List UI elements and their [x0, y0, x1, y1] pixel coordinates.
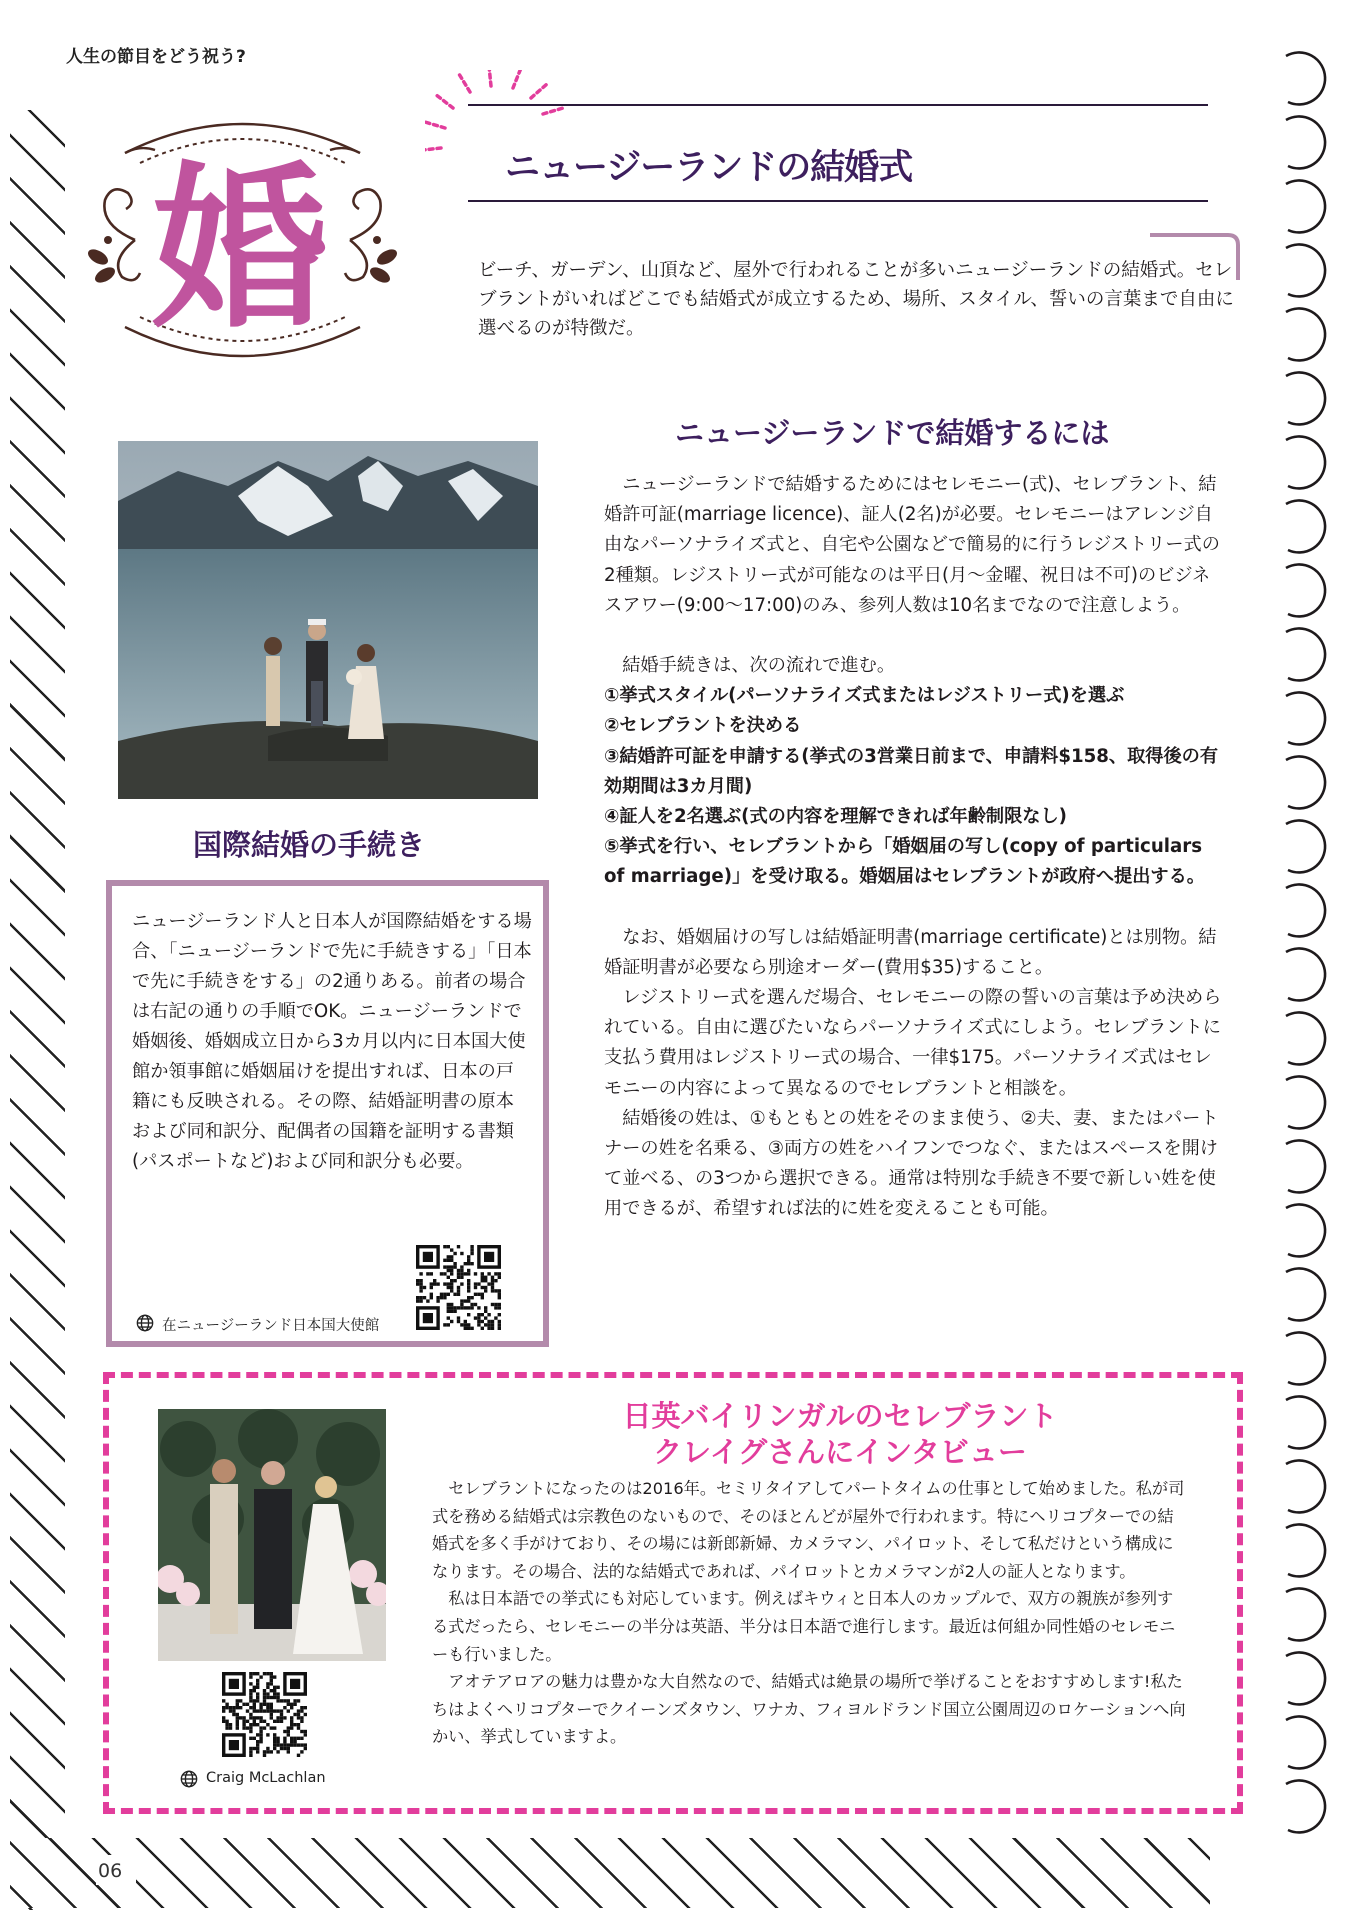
spiral-binding-decoration [1268, 50, 1338, 1850]
step-2: ②セレブラントを決める [604, 715, 802, 737]
how-to-marry-body [604, 470, 1224, 1225]
steps-intro: 結婚手続きは、次の流れで進む。 [622, 655, 896, 677]
interview-title [560, 1398, 1120, 1470]
celebrant-link[interactable]: Craig McLachlan [206, 1770, 326, 1786]
step-1: ①挙式スタイル(パーソナライズ式またはレジストリー式)を選ぶ [604, 685, 1125, 707]
how-to-marry-paragraph-1: ニュージーランドで結婚するためにはセレモニー(式)、セレブラント、結婚許可証(marriage licence)、証人(2名)が必要。セレモニーはアレンジ自由なパーソナライズ式と、自宅や公園などで簡易的に行うレジストリー式の2種類。レジストリー式が可能なのは平日(月〜金曜、祝日は不可)のビジネスアワー(9:00〜17:00)のみ、参列人数は10名までなので注意しよう。 [604, 474, 1220, 616]
celebrant-qr-code[interactable] [222, 1672, 307, 1757]
interview-paragraph-1: セレブラントになったのは2016年。セミリタイアしてパートタイムの仕事として始めました。私が司式を務める結婚式は宗教色のないもので、そのほとんどが屋外で行われます。特にヘリコプターでの結婚式を多く手がけており、その場には新郎新婦、カメラマン、パイロット、そして私だけという構成になります。その場合、法的な結婚式であれば、パイロットとカメラマンが2人の証人となります。 [432, 1479, 1185, 1581]
heading-how-to-marry: ニュージーランドで結婚するには [675, 416, 1110, 450]
title-rule-top [468, 104, 1208, 106]
how-to-marry-paragraph-2: なお、婚姻届けの写しは結婚証明書(marriage certificate)とは別物。結婚証明書が必要なら別途オーダー(費用$35)すること。 [604, 926, 1217, 978]
celebrant-wedding-photo [158, 1409, 386, 1661]
step-3: ③結婚許可証を申請する(挙式の3営業日前まで、申請料$158、取得後の有効期間は3カ月間) [604, 745, 1219, 797]
left-stripe-decoration [10, 110, 65, 1910]
interview-paragraph-3: アオテアロアの魅力は豊かな大自然なので、結婚式は絶景の場所で挙げることをおすすめします!私たちはよくヘリコプターでクイーンズタウン、ワナカ、フィヨルドランド国立公園周辺のロケーションへ向かい、挙式していますよ。 [432, 1672, 1186, 1747]
interview-body [432, 1475, 1187, 1751]
title-rule-bottom [468, 200, 1208, 202]
step-4: ④証人を2名選ぶ(式の内容を理解できれば年齢制限なし) [604, 806, 1067, 828]
section-label: 人生の節目をどう祝う? [66, 47, 246, 67]
globe-icon [180, 1770, 198, 1788]
interview-paragraph-2: 私は日本語での挙式にも対応しています。例えばキウィと日本人のカップルで、双方の親族が参列する式だったら、セレモニーの半分は英語、半分は日本語で進行します。最近は何組か同性婚のセレモニーも行いました。 [432, 1589, 1176, 1664]
heading-international-marriage: 国際結婚の手続き [193, 828, 426, 862]
page-number: 06 [98, 1860, 123, 1882]
main-title: ニュージーランドの結婚式 [505, 148, 913, 188]
interview-title-line-2: クレイグさんにインタビュー [653, 1435, 1027, 1469]
badge-kanji: 婚 [151, 147, 328, 352]
how-to-marry-paragraph-3: レジストリー式を選んだ場合、セレモニーの際の誓いの言葉は予め決められている。自由に選びたいならパーソナライズ式にしよう。セレブラントに支払う費用はレジストリー式の場合、一律$175。パーソナライズ式はセレモニーの内容によって異なるのでセレブラントと相談を。 [604, 987, 1222, 1099]
embassy-link[interactable]: 在ニュージーランド日本国大使館 [162, 1318, 380, 1334]
how-to-marry-paragraph-4: 結婚後の姓は、①もともとの姓をそのまま使う、②夫、妻、またはパートナーの姓を名乗る、③両方の姓をハイフンでつなぐ、またはスペースを開けて並べる、の3つから選択できる。通常は特別な手続き不要で新しい姓を使用できるが、希望すれば法的に姓を変えることも可能。 [604, 1107, 1219, 1220]
globe-icon [136, 1314, 154, 1332]
step-5: ⑤挙式を行い、セレブラントから「婚姻届の写し(copy of particulars of marriage)」を受け取る。婚姻届はセレブラントが政府へ提出する。 [604, 836, 1205, 888]
bottom-stripe-decoration [10, 1838, 1210, 1908]
intro-text: ビーチ、ガーデン、山頂など、屋外で行われることが多いニュージーランドの結婚式。セレブラントがいればどこでも結婚式が成立するため、場所、スタイル、誓いの言葉まで自由に選べるのが特徴だ。 [478, 260, 1234, 339]
embassy-qr-code[interactable] [416, 1245, 501, 1330]
lake-wedding-photo [118, 441, 538, 799]
interview-title-line-1: 日英バイリンガルのセレブラント [622, 1399, 1058, 1433]
international-marriage-text: ニュージーランド人と日本人が国際結婚をする場合、「ニュージーランドで先に手続きする」「日本で先に手続きをする」の2通りある。前者の場合は右記の通りの手順でOK。ニュージーランドで婚姻後、婚姻成立日から3カ月以内に日本国大使館か領事館に婚姻届けを提出すれば、日本の戸籍にも反映される。その際、結婚証明書の原本および同和訳分、配偶者の国籍を証明する書類(パスポートなど)および同和訳分も必要。 [132, 911, 532, 1172]
